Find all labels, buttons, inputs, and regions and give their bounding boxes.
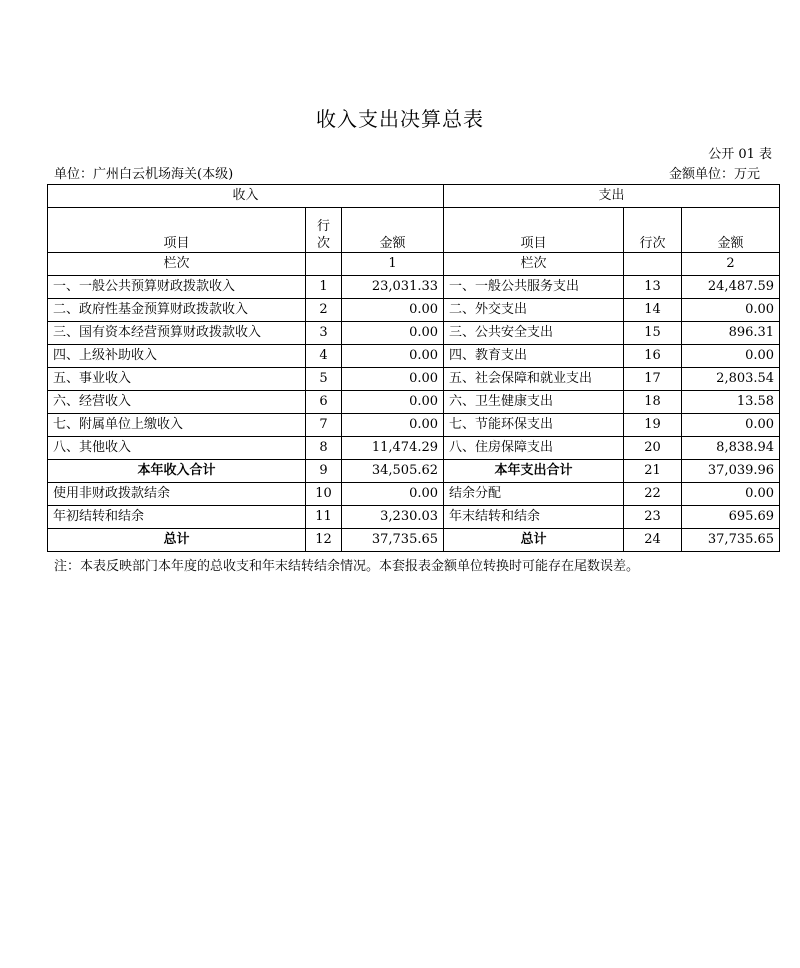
table-row [48, 529, 780, 552]
income-row-no: 3 [306, 322, 342, 345]
table-row [48, 299, 780, 322]
income-item: 本年收入合计 [48, 460, 306, 483]
expense-amount: 0.00 [682, 414, 780, 437]
money-unit: 金额单位：万元 [668, 167, 760, 182]
expense-item: 年末结转和结余 [444, 506, 624, 529]
expense-amount: 24,487.59 [682, 276, 780, 299]
income-row-no: 6 [306, 391, 342, 414]
table-row [48, 276, 780, 299]
expense-header: 支出 [444, 185, 780, 208]
expense-row-no: 23 [624, 506, 682, 529]
table-row [48, 391, 780, 414]
budget-summary-table [47, 184, 780, 552]
income-amount: 0.00 [342, 483, 444, 506]
col-header-expense-row-no: 行次 [624, 208, 682, 253]
income-amount: 3,230.03 [342, 506, 444, 529]
expense-item: 八、住房保障支出 [444, 437, 624, 460]
income-item: 一、一般公共预算财政拨款收入 [48, 276, 306, 299]
income-row-no: 12 [306, 529, 342, 552]
expense-row-no: 22 [624, 483, 682, 506]
expense-item: 本年支出合计 [444, 460, 624, 483]
income-amount: 37,735.65 [342, 529, 444, 552]
col-header-income-item: 项目 [48, 208, 306, 253]
income-amount: 11,474.29 [342, 437, 444, 460]
income-item: 三、国有资本经营预算财政拨款收入 [48, 322, 306, 345]
col-index-left: 1 [342, 253, 444, 276]
income-row-no: 10 [306, 483, 342, 506]
income-row-no: 11 [306, 506, 342, 529]
expense-row-no: 24 [624, 529, 682, 552]
income-item: 四、上级补助收入 [48, 345, 306, 368]
table-row [48, 322, 780, 345]
expense-item: 四、教育支出 [444, 345, 624, 368]
col-header-expense-amount: 金额 [682, 208, 780, 253]
expense-amount: 0.00 [682, 483, 780, 506]
report-title: 收入支出决算总表 [316, 107, 484, 131]
footnote: 注：本表反映部门本年度的总收支和年末结转结余情况。本套报表金额单位转换时可能存在尾数误差。 [54, 559, 640, 574]
income-amount: 0.00 [342, 299, 444, 322]
expense-row-no: 17 [624, 368, 682, 391]
expense-item: 三、公共安全支出 [444, 322, 624, 345]
expense-row-no: 20 [624, 437, 682, 460]
income-amount: 34,505.62 [342, 460, 444, 483]
income-item: 年初结转和结余 [48, 506, 306, 529]
col-index-right: 2 [682, 253, 780, 276]
income-row-no: 5 [306, 368, 342, 391]
income-item: 二、政府性基金预算财政拨款收入 [48, 299, 306, 322]
expense-row-no: 21 [624, 460, 682, 483]
expense-item: 总计 [444, 529, 624, 552]
expense-item: 七、节能环保支出 [444, 414, 624, 437]
income-row-no: 4 [306, 345, 342, 368]
table-row [48, 460, 780, 483]
income-item: 使用非财政拨款结余 [48, 483, 306, 506]
income-amount: 0.00 [342, 391, 444, 414]
income-row-no: 7 [306, 414, 342, 437]
income-amount: 0.00 [342, 368, 444, 391]
table-body [48, 276, 780, 552]
table-row [48, 483, 780, 506]
expense-amount: 896.31 [682, 322, 780, 345]
income-item: 六、经营收入 [48, 391, 306, 414]
income-amount: 23,031.33 [342, 276, 444, 299]
income-header: 收入 [48, 185, 444, 208]
col-header-income-amount: 金额 [342, 208, 444, 253]
income-amount: 0.00 [342, 322, 444, 345]
table-row [48, 437, 780, 460]
expense-item: 五、社会保障和就业支出 [444, 368, 624, 391]
income-amount: 0.00 [342, 345, 444, 368]
expense-amount: 8,838.94 [682, 437, 780, 460]
income-item: 七、附属单位上缴收入 [48, 414, 306, 437]
income-row-no: 2 [306, 299, 342, 322]
table-row [48, 506, 780, 529]
col-index-label-right: 栏次 [444, 253, 624, 276]
expense-item: 结余分配 [444, 483, 624, 506]
income-row-no: 9 [306, 460, 342, 483]
expense-row-no: 15 [624, 322, 682, 345]
expense-amount: 0.00 [682, 345, 780, 368]
income-item: 总计 [48, 529, 306, 552]
reporting-unit: 单位：广州白云机场海关(本级) [54, 167, 234, 182]
expense-item: 一、一般公共服务支出 [444, 276, 624, 299]
table-row [48, 345, 780, 368]
col-header-expense-item: 项目 [444, 208, 624, 253]
expense-row-no: 16 [624, 345, 682, 368]
income-row-no: 8 [306, 437, 342, 460]
income-row-no: 1 [306, 276, 342, 299]
income-item: 五、事业收入 [48, 368, 306, 391]
table-row [48, 368, 780, 391]
col-index-label-left: 栏次 [48, 253, 306, 276]
income-amount: 0.00 [342, 414, 444, 437]
expense-amount: 37,039.96 [682, 460, 780, 483]
expense-item: 六、卫生健康支出 [444, 391, 624, 414]
table-row [48, 414, 780, 437]
expense-row-no: 19 [624, 414, 682, 437]
expense-amount: 2,803.54 [682, 368, 780, 391]
expense-item: 二、外交支出 [444, 299, 624, 322]
col-header-income-row-no: 行 次 [306, 208, 342, 253]
expense-row-no: 13 [624, 276, 682, 299]
expense-amount: 13.58 [682, 391, 780, 414]
expense-amount: 695.69 [682, 506, 780, 529]
expense-row-no: 18 [624, 391, 682, 414]
expense-amount: 37,735.65 [682, 529, 780, 552]
expense-amount: 0.00 [682, 299, 780, 322]
form-number: 公开 01 表 [708, 147, 772, 162]
expense-row-no: 14 [624, 299, 682, 322]
income-item: 八、其他收入 [48, 437, 306, 460]
